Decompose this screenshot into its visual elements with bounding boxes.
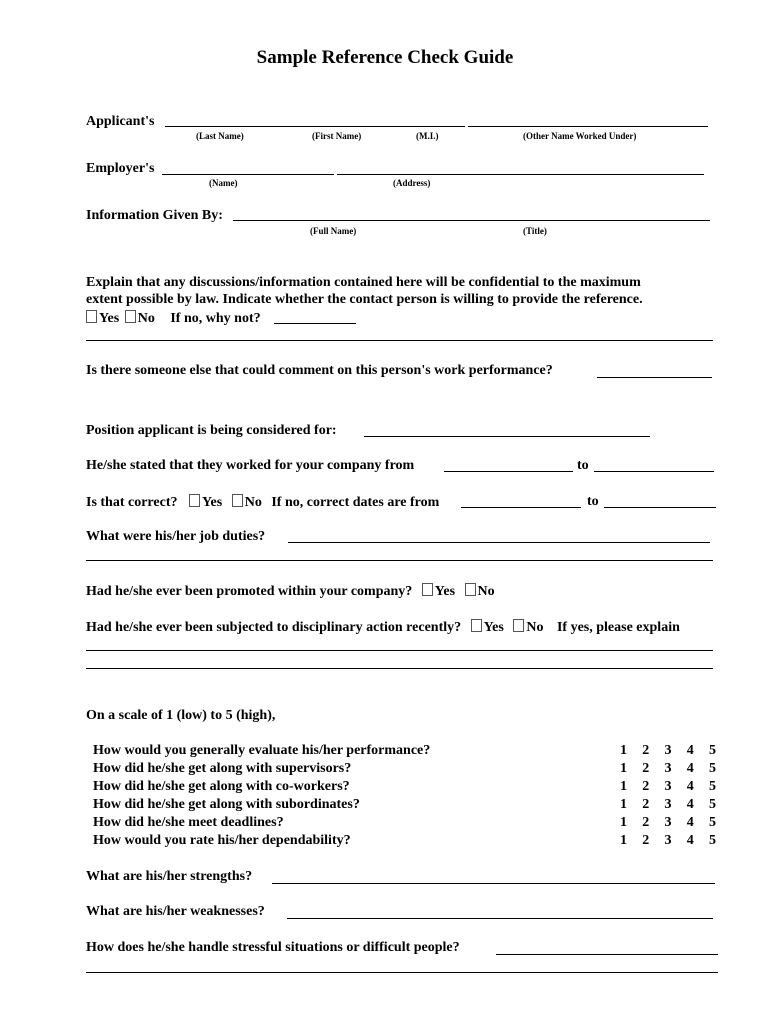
disciplinary-row bbox=[86, 619, 680, 636]
rating-option-4[interactable]: 4 bbox=[686, 833, 694, 848]
rating-option-5[interactable]: 5 bbox=[709, 779, 716, 794]
sub-first-name: (First Name) bbox=[312, 131, 362, 141]
yes-label: Yes bbox=[99, 311, 120, 326]
correct-dates-label: If no, correct dates are from bbox=[271, 495, 440, 510]
rating-option-3[interactable]: 3 bbox=[664, 833, 672, 848]
rating-option-3[interactable]: 3 bbox=[664, 761, 672, 776]
someone-else-field[interactable] bbox=[597, 377, 712, 378]
rating-option-3[interactable]: 3 bbox=[664, 797, 672, 812]
promoted-yes-checkbox[interactable] bbox=[422, 583, 433, 596]
rating-option-4[interactable]: 4 bbox=[686, 743, 694, 758]
no-label: No bbox=[137, 311, 155, 326]
sub-title: (Title) bbox=[523, 226, 547, 236]
rating-scale bbox=[620, 761, 716, 777]
promoted-question: Had he/she ever been promoted within your company? bbox=[86, 584, 413, 599]
rating-option-1[interactable]: 1 bbox=[620, 833, 627, 848]
info-given-label: Information Given By: bbox=[86, 208, 223, 223]
correct-question: Is that correct? bbox=[86, 495, 178, 510]
sub-other-name: (Other Name Worked Under) bbox=[523, 131, 637, 141]
position-field[interactable] bbox=[364, 436, 650, 437]
disciplinary-explain-field-1[interactable] bbox=[86, 650, 713, 651]
rating-option-2[interactable]: 2 bbox=[642, 743, 650, 758]
promoted-no-label: No bbox=[477, 584, 495, 599]
worked-from-question: He/she stated that they worked for your company from bbox=[86, 458, 415, 473]
correct-to-label: to bbox=[587, 494, 599, 509]
page-title: Sample Reference Check Guide bbox=[256, 47, 514, 68]
rating-scale bbox=[620, 779, 716, 795]
disciplinary-explain-field-2[interactable] bbox=[86, 668, 713, 669]
rating-option-2[interactable]: 2 bbox=[642, 815, 650, 830]
sub-mi: (M.I.) bbox=[416, 131, 439, 141]
sub-last-name: (Last Name) bbox=[196, 131, 244, 141]
stressful-question: How does he/she handle stressful situations or difficult people? bbox=[86, 940, 460, 955]
worked-from-field[interactable] bbox=[444, 471, 573, 472]
correct-yes-checkbox[interactable] bbox=[189, 494, 200, 507]
rating-option-4[interactable]: 4 bbox=[686, 779, 694, 794]
correct-no-label: No bbox=[244, 495, 262, 510]
rating-scale bbox=[620, 797, 716, 813]
rating-option-1[interactable]: 1 bbox=[620, 743, 627, 758]
scale-question: How did he/she get along with supervisors? bbox=[93, 761, 352, 776]
employer-name-field[interactable] bbox=[162, 174, 334, 175]
correct-to-field[interactable] bbox=[604, 507, 716, 508]
sub-full-name: (Full Name) bbox=[310, 226, 357, 236]
rating-option-4[interactable]: 4 bbox=[686, 815, 694, 830]
scale-question: How did he/she get along with co-workers? bbox=[93, 779, 350, 794]
someone-else-question: Is there someone else that could comment on this person's work performance? bbox=[86, 363, 553, 378]
weaknesses-field[interactable] bbox=[287, 918, 713, 919]
disciplinary-no-label: No bbox=[526, 620, 544, 635]
scale-intro: On a scale of 1 (low) to 5 (high), bbox=[86, 708, 276, 723]
promoted-no-checkbox[interactable] bbox=[465, 583, 476, 596]
rating-option-5[interactable]: 5 bbox=[709, 761, 716, 776]
why-not-label: If no, why not? bbox=[170, 311, 261, 326]
willing-row bbox=[86, 310, 261, 327]
rating-option-1[interactable]: 1 bbox=[620, 797, 627, 812]
scale-question: How did he/she get along with subordinates? bbox=[93, 797, 360, 812]
weaknesses-question: What are his/her weaknesses? bbox=[86, 904, 265, 919]
rating-option-1[interactable]: 1 bbox=[620, 815, 627, 830]
sub-employer-address: (Address) bbox=[393, 178, 431, 188]
position-question: Position applicant is being considered for: bbox=[86, 423, 337, 438]
worked-to-label: to bbox=[577, 458, 589, 473]
applicant-other-name-field[interactable] bbox=[468, 126, 708, 127]
worked-to-field[interactable] bbox=[594, 471, 714, 472]
job-duties-continued-field[interactable] bbox=[86, 560, 713, 561]
disciplinary-no-checkbox[interactable] bbox=[513, 619, 524, 632]
stressful-continued-field[interactable] bbox=[86, 972, 718, 973]
rating-option-2[interactable]: 2 bbox=[642, 797, 650, 812]
rating-option-2[interactable]: 2 bbox=[642, 779, 650, 794]
correct-from-field[interactable] bbox=[461, 507, 581, 508]
disciplinary-yes-label: Yes bbox=[483, 620, 504, 635]
promoted-row bbox=[86, 583, 495, 600]
rating-option-4[interactable]: 4 bbox=[686, 761, 694, 776]
scale-question: How did he/she meet deadlines? bbox=[93, 815, 284, 830]
rating-option-3[interactable]: 3 bbox=[664, 815, 672, 830]
strengths-field[interactable] bbox=[272, 883, 715, 884]
rating-option-5[interactable]: 5 bbox=[709, 833, 716, 848]
correct-yes-label: Yes bbox=[202, 495, 223, 510]
stressful-field[interactable] bbox=[496, 954, 718, 955]
rating-option-2[interactable]: 2 bbox=[642, 833, 650, 848]
rating-scale bbox=[620, 743, 716, 759]
strengths-question: What are his/her strengths? bbox=[86, 869, 253, 884]
sub-employer-name: (Name) bbox=[209, 178, 238, 188]
why-not-field[interactable] bbox=[274, 323, 356, 324]
rating-option-1[interactable]: 1 bbox=[620, 779, 627, 794]
rating-scale bbox=[620, 815, 716, 831]
confidential-line-2: extent possible by law. Indicate whether the contact person is willing to provide the reference. bbox=[86, 292, 643, 307]
promoted-yes-label: Yes bbox=[434, 584, 456, 599]
employer-address-field[interactable] bbox=[337, 174, 704, 175]
confidential-line-1: Explain that any discussions/information contained here will be confidential to the maximum bbox=[86, 275, 641, 290]
job-duties-field[interactable] bbox=[288, 542, 710, 543]
correct-row bbox=[86, 494, 439, 511]
job-duties-question: What were his/her job duties? bbox=[86, 529, 266, 544]
correct-no-checkbox[interactable] bbox=[232, 494, 243, 507]
scale-question: How would you generally evaluate his/her performance? bbox=[93, 743, 431, 758]
rating-scale bbox=[620, 833, 716, 849]
employer-label: Employer's bbox=[86, 161, 155, 176]
applicant-name-field[interactable] bbox=[165, 126, 465, 127]
applicant-label: Applicant's bbox=[86, 114, 155, 129]
yes-checkbox[interactable] bbox=[86, 310, 97, 323]
disciplinary-question: Had he/she ever been subjected to disciplinary action recently? bbox=[86, 620, 462, 635]
rating-option-3[interactable]: 3 bbox=[664, 779, 672, 794]
rating-option-1[interactable]: 1 bbox=[620, 761, 627, 776]
if-yes-explain-label: If yes, please explain bbox=[556, 620, 680, 635]
disciplinary-yes-checkbox[interactable] bbox=[471, 619, 482, 632]
rating-option-3[interactable]: 3 bbox=[664, 743, 672, 758]
no-checkbox[interactable] bbox=[125, 310, 136, 323]
rating-option-5[interactable]: 5 bbox=[709, 797, 716, 812]
info-given-field[interactable] bbox=[233, 220, 710, 221]
scale-question: How would you rate his/her dependability? bbox=[93, 833, 351, 848]
rating-option-5[interactable]: 5 bbox=[709, 743, 716, 758]
rating-option-5[interactable]: 5 bbox=[709, 815, 716, 830]
rating-option-4[interactable]: 4 bbox=[686, 797, 694, 812]
why-not-continued-field[interactable] bbox=[86, 340, 713, 341]
rating-option-2[interactable]: 2 bbox=[642, 761, 650, 776]
